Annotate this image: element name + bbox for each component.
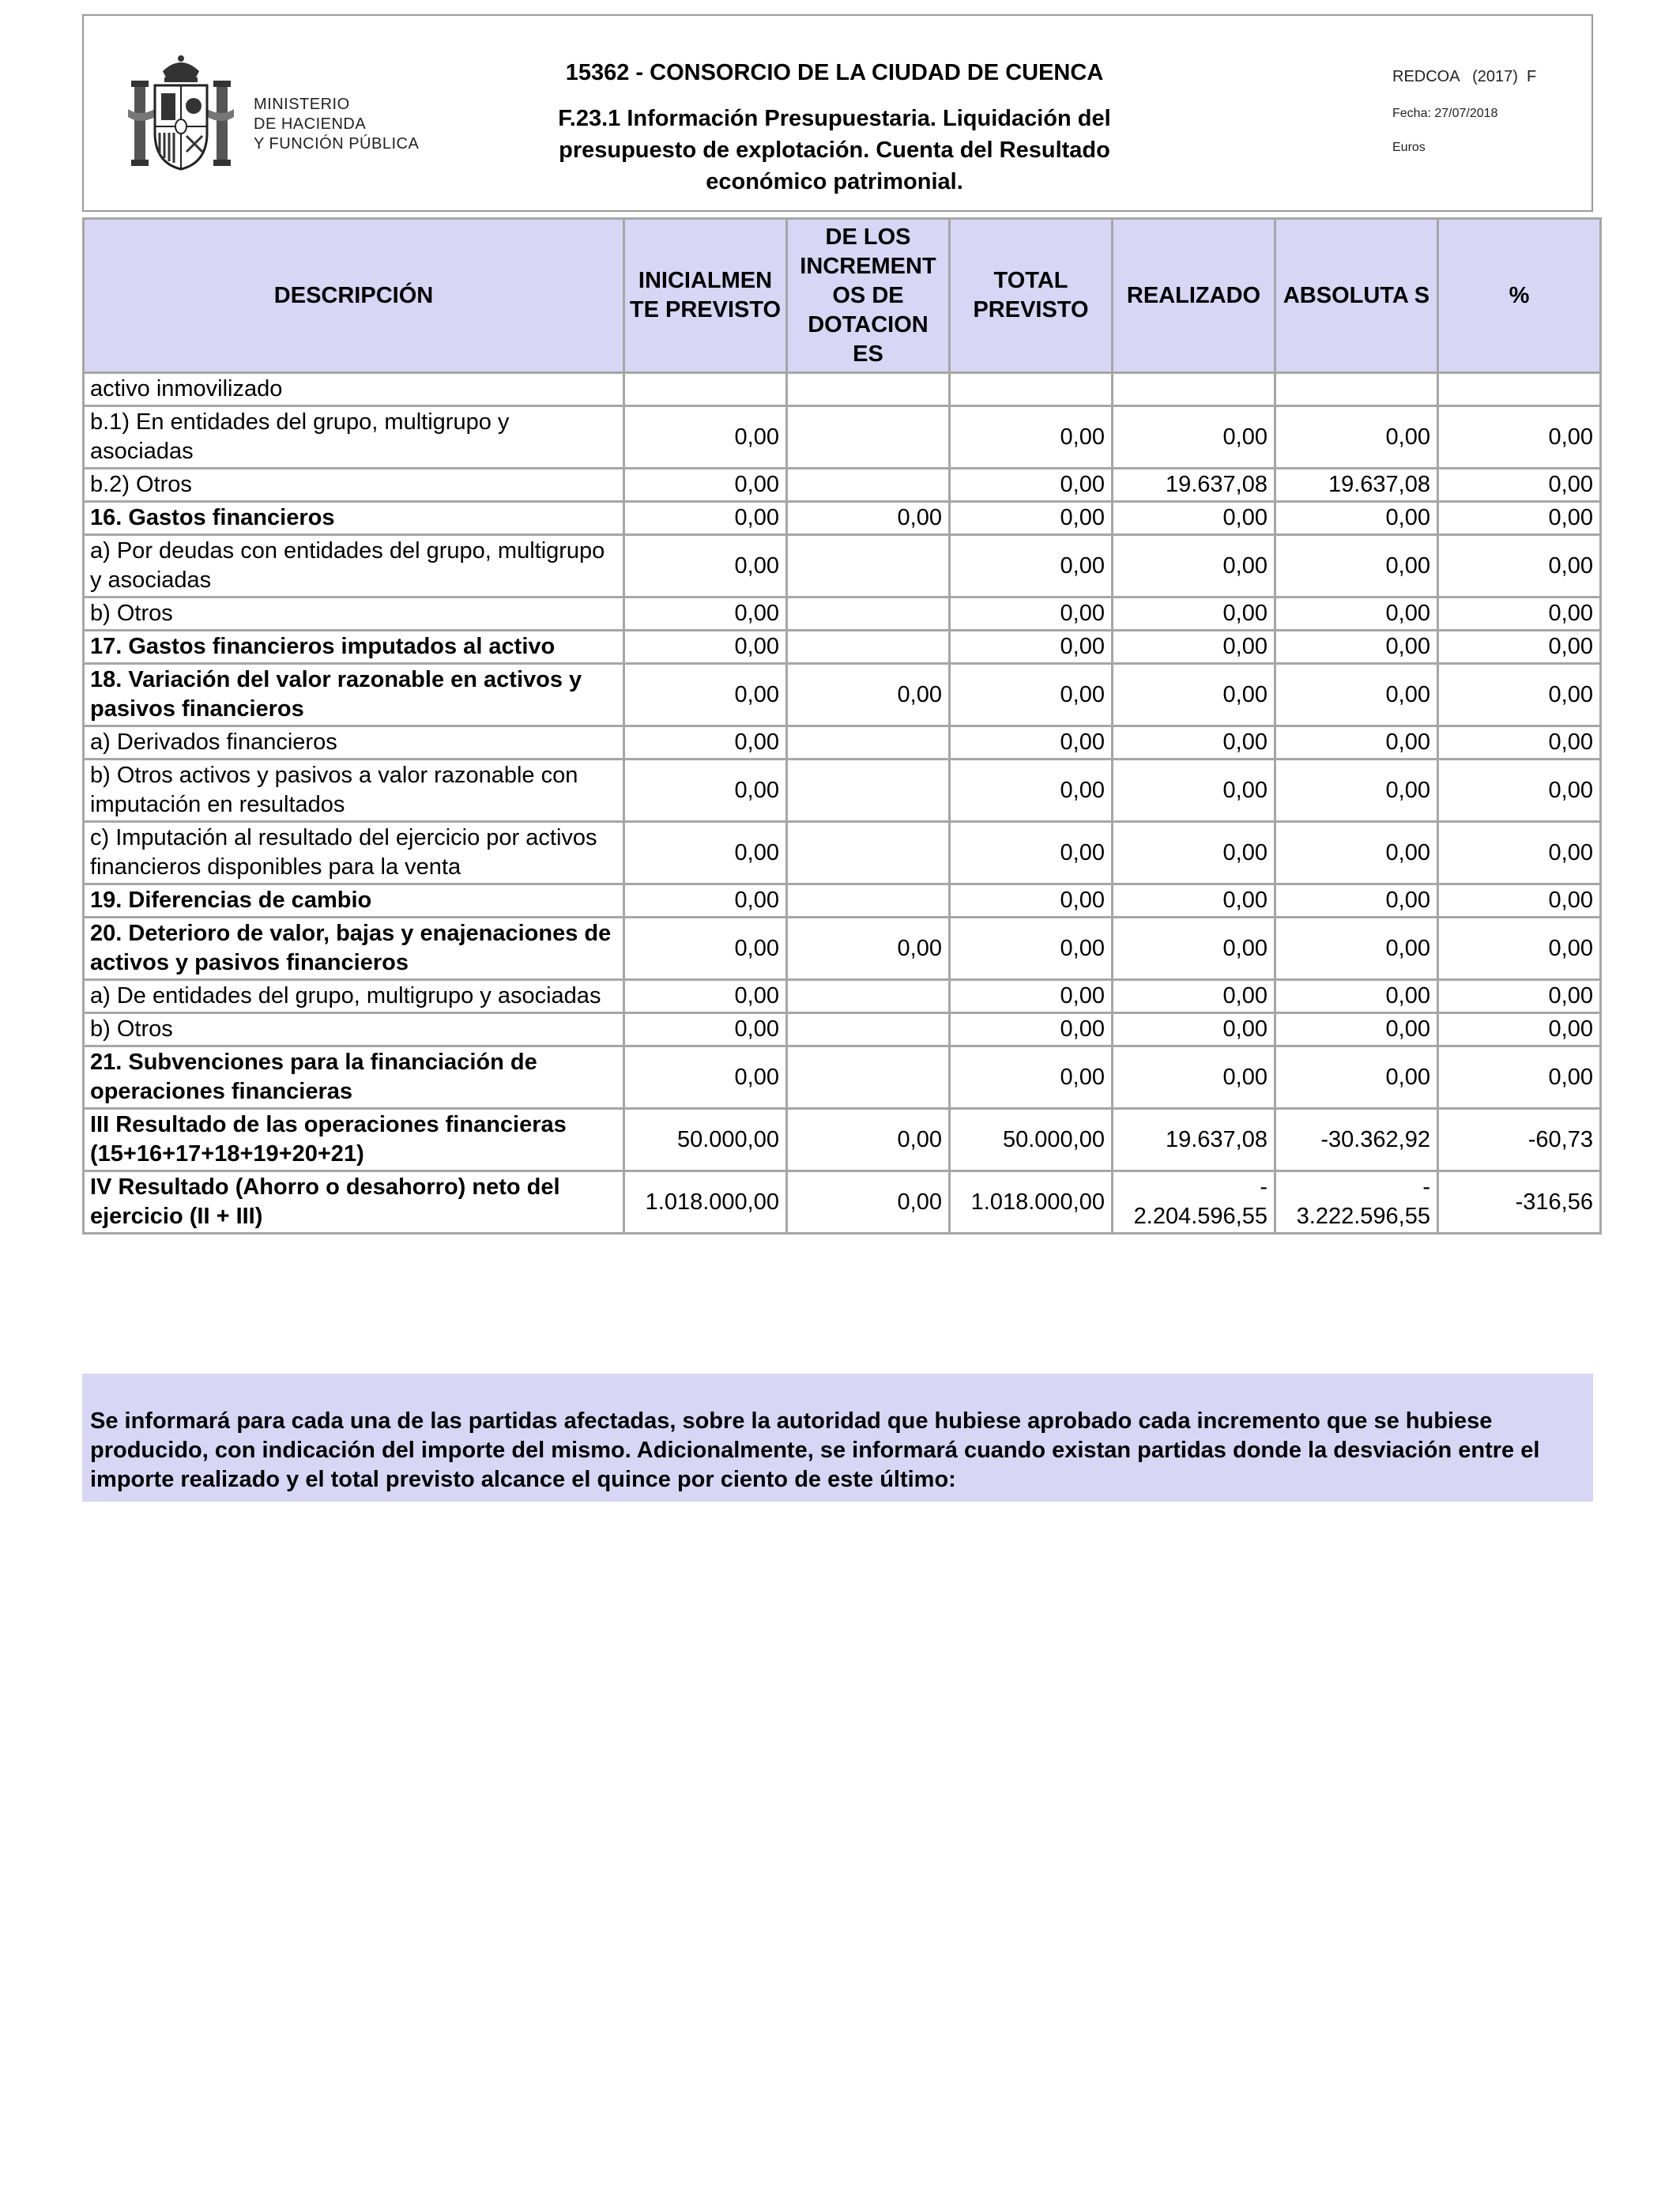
row-value [788,1047,948,1107]
row-value: 0,00 [1113,1014,1274,1045]
row-value: 0,00 [1276,536,1437,596]
row-description: IV Resultado (Ahorro o desahorro) neto del ejercicio (II + III) [85,1172,623,1232]
row-value: 0,00 [625,503,785,533]
row-value: 0,00 [1276,407,1437,467]
row-description: a) De entidades del grupo, multigrupo y asociadas [85,981,623,1012]
row-value: 0,00 [1439,823,1599,883]
row-value: 0,00 [625,981,785,1012]
column-header: TOTAL PREVISTO [951,220,1111,371]
row-description: a) Por deudas con entidades del grupo, multigrupo y asociadas [85,536,623,596]
row-value: 0,00 [625,727,785,758]
table-row [85,469,1599,500]
row-value: 0,00 [1439,665,1599,725]
row-value: 0,00 [625,918,785,978]
table-row [85,918,1599,978]
row-value: 0,00 [1276,760,1437,820]
column-header: DE LOS INCREMENT OS DE DOTACION ES [788,220,948,371]
row-value [788,407,948,467]
column-header: REALIZADO [1113,220,1274,371]
row-value: -316,56 [1439,1172,1599,1232]
row-value: 0,00 [625,1014,785,1045]
row-value [788,374,948,405]
row-value: 0,00 [788,1110,948,1170]
row-value [788,536,948,596]
row-value: 0,00 [951,598,1111,629]
row-value: 0,00 [951,407,1111,467]
row-description: 18. Variación del valor razonable en activos y pasivos financieros [85,665,623,725]
row-value: 0,00 [1439,469,1599,500]
row-value: 0,00 [1276,981,1437,1012]
row-value [788,823,948,883]
row-value: 0,00 [1276,885,1437,916]
table-row [85,727,1599,758]
row-value: 19.637,08 [1113,469,1274,500]
row-value: 0,00 [1113,760,1274,820]
row-description: a) Derivados financieros [85,727,623,758]
report-header [82,14,1593,212]
row-value: 0,00 [1113,598,1274,629]
column-header: ABSOLUTA S [1276,220,1437,371]
row-value: 50.000,00 [625,1110,785,1170]
row-value: 0,00 [625,598,785,629]
report-code: REDCOA (2017) F [1392,68,1537,85]
row-description: b.1) En entidades del grupo, multigrupo y asociadas [85,407,623,467]
column-header: INICIALMEN TE PREVISTO [625,220,785,371]
row-value: 0,00 [951,885,1111,916]
row-value: 0,00 [1276,503,1437,533]
table-row [85,1014,1599,1045]
row-value: 0,00 [1276,1047,1437,1107]
row-value: 0,00 [1276,727,1437,758]
row-value: 1.018.000,00 [625,1172,785,1232]
row-value: 0,00 [951,981,1111,1012]
row-description: 21. Subvenciones para la financiación de operaciones financieras [85,1047,623,1107]
row-value: 0,00 [788,503,948,533]
report-date: Fecha: 27/07/2018 [1392,107,1498,120]
row-value [1113,374,1274,405]
row-value: 0,00 [788,1172,948,1232]
row-value: -30.362,92 [1276,1110,1437,1170]
ministry-line: Y FUNCIÓN PÚBLICA [254,135,420,153]
row-value [788,598,948,629]
row-value: 0,00 [1439,503,1599,533]
row-value: 0,00 [1113,885,1274,916]
table-row [85,407,1599,467]
row-description: III Resultado de las operaciones financieras (15+16+17+18+19+20+21) [85,1110,623,1170]
row-value: 0,00 [1439,598,1599,629]
table-row [85,665,1599,725]
row-value [625,374,785,405]
table-header-row [85,220,1599,371]
row-value: 0,00 [951,665,1111,725]
row-value [788,631,948,662]
row-value: - 3.222.596,55 [1276,1172,1437,1232]
row-value: 0,00 [625,1047,785,1107]
row-value: 0,00 [1439,760,1599,820]
row-value: 0,00 [1113,503,1274,533]
row-value: 19.637,08 [1276,469,1437,500]
row-value: 0,00 [951,727,1111,758]
row-value [788,1014,948,1045]
ministry-line: MINISTERIO [254,96,350,113]
row-value: 0,00 [788,665,948,725]
row-description: b) Otros activos y pasivos a valor razonable con imputación en resultados [85,760,623,820]
row-value [788,469,948,500]
row-value: 0,00 [1276,665,1437,725]
row-value: 0,00 [625,823,785,883]
row-value: 0,00 [1439,536,1599,596]
row-value: 0,00 [1276,823,1437,883]
table-row [85,823,1599,883]
row-value: 0,00 [625,885,785,916]
row-value: 0,00 [1439,1014,1599,1045]
footer-note: Se informará para cada una de las partidas afectadas, sobre la autoridad que hubiese aprobado cada incremento que se hubiese producido, con indicación del importe del mismo. Adicionalmente, se informará cuando existan partidas donde la desviación entre el importe realizado y el total previsto alcance el quince por ciento de este último: [82,1374,1593,1502]
row-value: - 2.204.596,55 [1113,1172,1274,1232]
table-row [85,1110,1599,1170]
row-value [788,727,948,758]
row-description: activo inmovilizado [85,374,623,405]
row-value: 0,00 [951,918,1111,978]
table-row [85,631,1599,662]
row-value: 50.000,00 [951,1110,1111,1170]
column-header: % [1439,220,1599,371]
table-row [85,1172,1599,1232]
row-value: 0,00 [1439,631,1599,662]
spain-coat-of-arms-icon [123,54,239,172]
row-value [788,981,948,1012]
row-value: 0,00 [951,1047,1111,1107]
table-row [85,981,1599,1012]
row-value [1276,374,1437,405]
row-value: 0,00 [951,503,1111,533]
table-row [85,885,1599,916]
row-value: 0,00 [951,536,1111,596]
row-value: 0,00 [788,918,948,978]
row-value: 19.637,08 [1113,1110,1274,1170]
row-value: 0,00 [951,469,1111,500]
row-value: 0,00 [951,760,1111,820]
row-value: 0,00 [1276,631,1437,662]
row-value: 0,00 [625,536,785,596]
row-value: 0,00 [1113,407,1274,467]
row-description: 16. Gastos financieros [85,503,623,533]
row-value: -60,73 [1439,1110,1599,1170]
ministry-name [254,95,419,154]
row-value: 0,00 [1439,918,1599,978]
table-row [85,1047,1599,1107]
row-value: 0,00 [625,665,785,725]
row-value: 0,00 [1113,918,1274,978]
row-value: 0,00 [1439,981,1599,1012]
row-value: 0,00 [1439,1047,1599,1107]
row-description: 20. Deterioro de valor, bajas y enajenaciones de activos y pasivos financieros [85,918,623,978]
budget-table [82,217,1602,1235]
row-value: 0,00 [1439,407,1599,467]
row-value [951,374,1111,405]
table-row [85,374,1599,405]
row-value: 0,00 [625,631,785,662]
row-value [1439,374,1599,405]
row-value: 0,00 [1113,981,1274,1012]
ministry-line: DE HACIENDA [254,115,367,133]
row-value: 0,00 [1113,823,1274,883]
report-title: F.23.1 Información Presupuestaria. Liquidación del presupuesto de explotación. Cuenta del Resultado económico patrimonial. [558,106,1111,194]
row-value: 0,00 [1113,1047,1274,1107]
table-row [85,536,1599,596]
row-value: 0,00 [1276,1014,1437,1045]
row-description: 17. Gastos financieros imputados al activo [85,631,623,662]
currency-unit: Euros [1392,141,1426,154]
row-description: c) Imputación al resultado del ejercicio por activos financieros disponibles para la venta [85,823,623,883]
table-row [85,598,1599,629]
row-value [788,760,948,820]
row-value: 0,00 [1439,885,1599,916]
row-description: 19. Diferencias de cambio [85,885,623,916]
table-row [85,760,1599,820]
entity-title: 15362 - CONSORCIO DE LA CIUDAD DE CUENCA [565,60,1104,85]
row-value: 0,00 [951,823,1111,883]
row-value: 0,00 [1113,727,1274,758]
row-description: b.2) Otros [85,469,623,500]
row-value: 1.018.000,00 [951,1172,1111,1232]
row-value: 0,00 [951,631,1111,662]
row-value: 0,00 [1276,918,1437,978]
row-description: b) Otros [85,598,623,629]
row-value [788,885,948,916]
row-value: 0,00 [1276,598,1437,629]
row-value: 0,00 [625,760,785,820]
table-row [85,503,1599,533]
row-value: 0,00 [951,1014,1111,1045]
column-header: DESCRIPCIÓN [85,220,623,371]
row-value: 0,00 [625,407,785,467]
row-value: 0,00 [1113,631,1274,662]
row-description: b) Otros [85,1014,623,1045]
table-body [85,374,1599,1232]
row-value: 0,00 [625,469,785,500]
row-value: 0,00 [1113,536,1274,596]
row-value: 0,00 [1113,665,1274,725]
row-value: 0,00 [1439,727,1599,758]
